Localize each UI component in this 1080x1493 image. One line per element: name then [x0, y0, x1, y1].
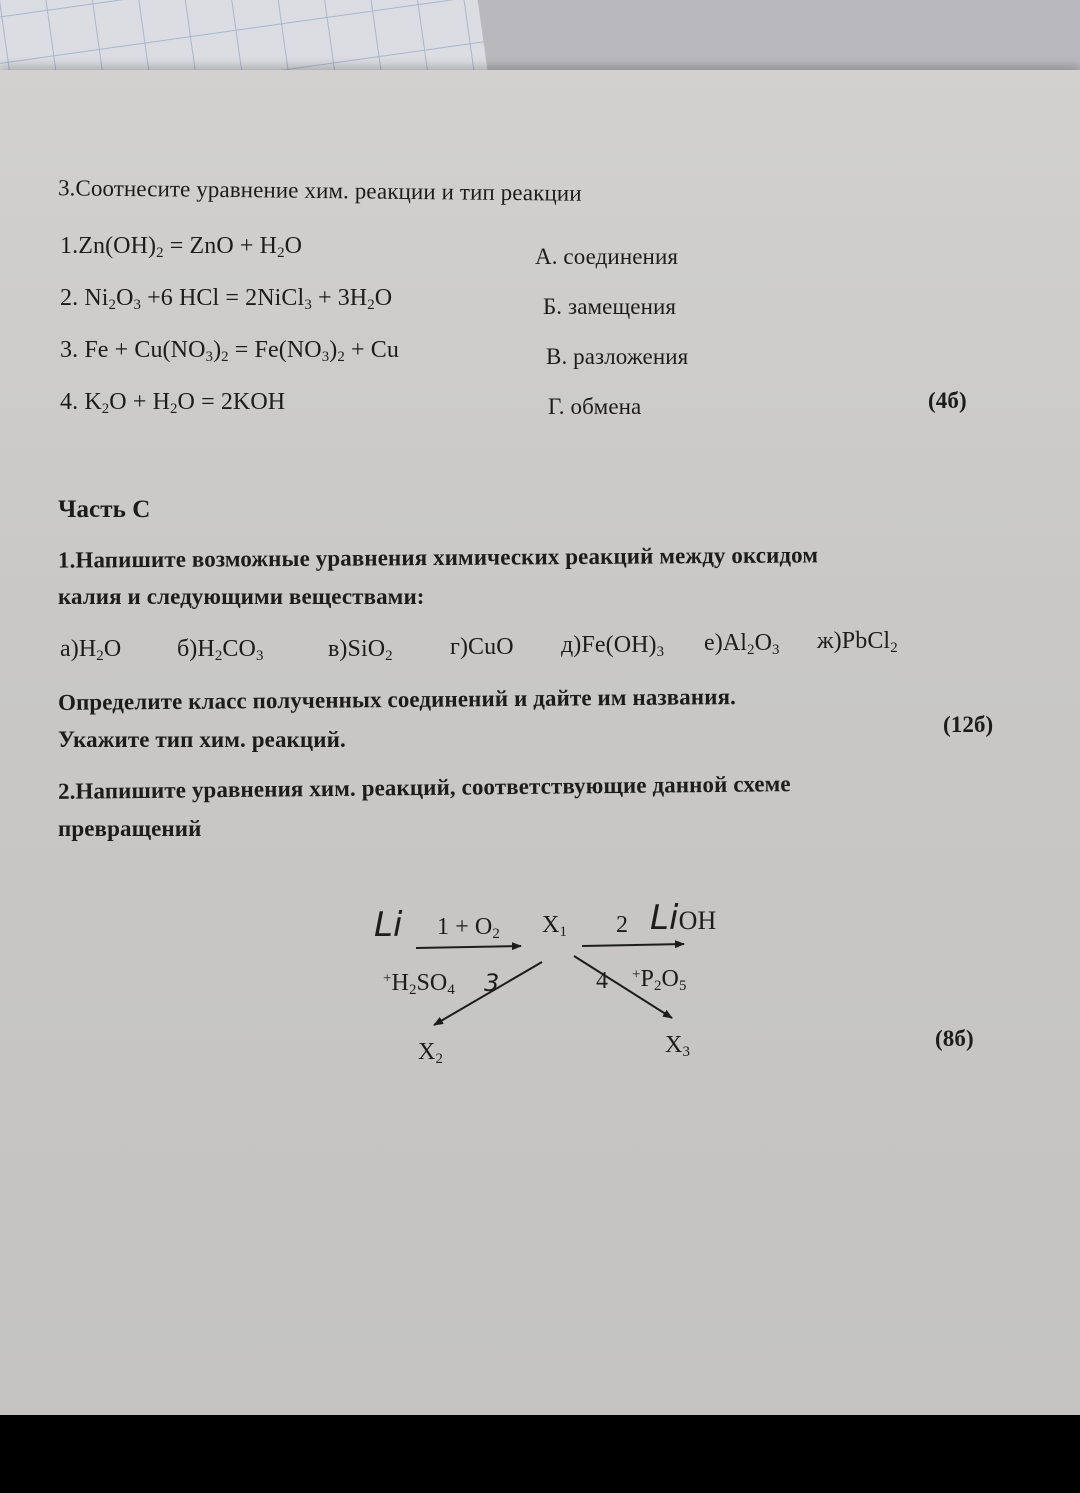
- screen-bottom-bar: [0, 1415, 1080, 1493]
- scheme-step3-label: $^+H_2SO_4$: [383, 970, 455, 999]
- scheme-step4-label: $^+P_2O_5$: [632, 966, 687, 995]
- arrow-step3: [434, 962, 542, 1025]
- reaction-4: 4. $K_2O + H_2O = 2KOH$: [60, 389, 286, 418]
- scheme-step4-number: 4: [596, 968, 609, 994]
- task3-points: (4б): [928, 388, 967, 413]
- question2-line1: 2.Напишите уравнения хим. реакций, соответствующие данной схеме: [57, 771, 791, 804]
- reaction-1: $1.Zn(OH)_2$ = ZnO + $H_2O$: [60, 233, 303, 262]
- scheme-x3: $X_3$: [665, 1032, 690, 1061]
- reaction-type-v: В. разложения: [546, 344, 689, 369]
- reaction-2: 2. $Ni_2O_3 +6$ HCl = 2NiCl$_3$ + $3H_2O$: [60, 285, 393, 314]
- reaction-type-g: Г. обмена: [548, 394, 642, 419]
- reaction-type-a: А. соединения: [535, 244, 679, 269]
- question1-line2: калия и следующими веществами:: [58, 584, 425, 609]
- substance-d: $д)Fe(OH)_3$: [561, 632, 665, 661]
- question1-points: (12б): [943, 712, 994, 737]
- reaction-type-b: Б. замещения: [543, 294, 677, 319]
- scheme-start-handwritten: Li: [374, 905, 403, 945]
- scheme-x1: $X_1$: [542, 912, 567, 941]
- question1-line4: Укажите тип хим. реакций.: [58, 727, 346, 752]
- scheme-step2-label: 2: [616, 912, 629, 938]
- arrow-step4: [574, 956, 672, 1018]
- question1-line3: Определите класс полученных соединений и дайте им названия.: [57, 684, 737, 715]
- question1-line1: 1.Напишите возможные уравнения химических реакций между оксидом: [57, 542, 819, 573]
- arrow-step1: [416, 946, 521, 948]
- question2-points: (8б): [935, 1026, 974, 1051]
- substance-zh: ж)PbCl$_2$: [817, 628, 898, 657]
- substance-v: в)SiO$_2$: [328, 636, 393, 665]
- substance-a: $а)H_2O$: [60, 636, 122, 665]
- reaction-3: 3. $Fe + Cu(NO_3)_2 = Fe(NO_3)_2 + Cu$: [60, 337, 399, 366]
- part-c-heading: Часть С: [58, 496, 151, 523]
- substance-e: $е)Al_2O_3$: [704, 630, 780, 659]
- arrow-step2: [582, 944, 684, 946]
- substance-b: $б)H_2CO_3$: [177, 636, 264, 665]
- scheme-product: LiOH: [650, 898, 717, 938]
- scheme-step1-label: $1 + O_2$: [437, 914, 500, 943]
- substance-g: г)CuO: [450, 634, 514, 660]
- scheme-x2: $X_2$: [418, 1039, 443, 1068]
- scheme-step3-number: 3: [484, 969, 500, 997]
- task3-heading: 3.Соотнесите уравнение хим. реакции и тип реакции: [57, 175, 582, 206]
- question2-line2: превращений: [58, 816, 202, 841]
